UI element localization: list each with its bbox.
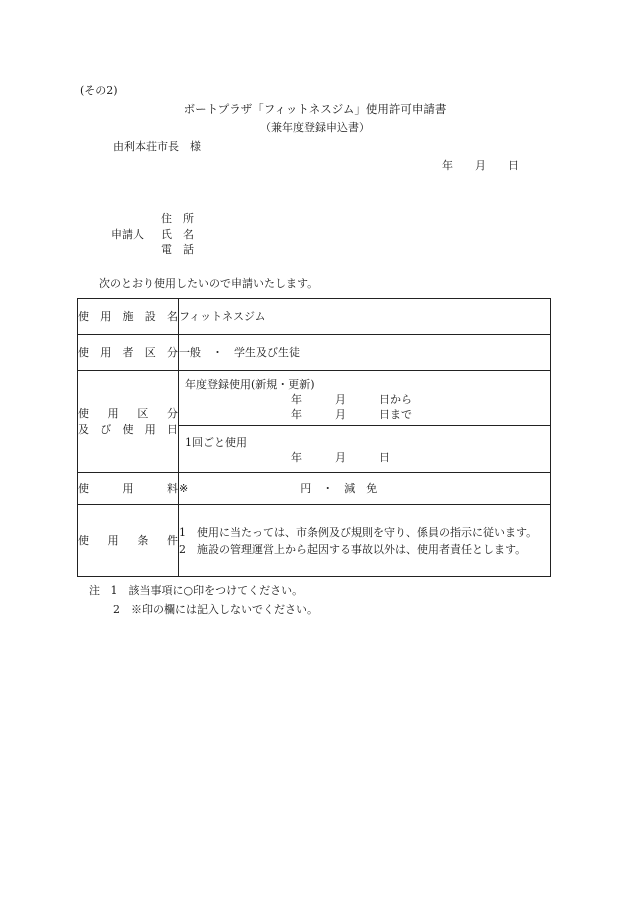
applicant-name-row: [111, 229, 194, 240]
usage-label-line2: 及び使用日: [78, 422, 178, 436]
condition-item: 2 施設の管理運営上から起因する事故以外は、使用者責任とします。: [179, 542, 527, 556]
applicant-name-label: 氏 名: [161, 228, 194, 241]
fee-row: [78, 473, 551, 505]
user-category-row: [78, 335, 551, 371]
note-item: 1 該当事項に○印をつけてください。: [110, 584, 304, 597]
single-usage-date: 年 月 日: [291, 451, 390, 464]
conditions-label: 使用条件: [78, 505, 179, 577]
annual-usage-from: 年 月 日から: [291, 393, 412, 406]
conditions-row: [78, 505, 551, 577]
fee-cell[interactable]: [179, 473, 551, 505]
fee-label: 使用料: [78, 473, 179, 505]
application-date: 年 月 日: [442, 159, 519, 172]
fee-value: 円 ・ 減 免: [300, 482, 378, 495]
condition-item: 1 使用に当たっては、市条例及び規則を守り、係員の指示に従います。: [179, 525, 538, 539]
intro-text: 次のとおり使用したいので申請いたします。: [99, 277, 319, 290]
annual-usage-cell[interactable]: [179, 371, 551, 426]
user-category-label: 使用者区分: [78, 335, 179, 371]
facility-value[interactable]: フィットネスジム: [179, 299, 551, 335]
note-item: 2 ※印の欄には記入しないでください。: [113, 603, 318, 616]
notes: [89, 581, 318, 619]
facility-label: 使用施設名: [78, 299, 179, 335]
applicant-label: 申請人: [111, 228, 144, 241]
annual-usage-title: 年度登録使用(新規・更新): [185, 378, 315, 391]
addressee: 由利本荘市長 様: [113, 140, 201, 153]
usage-annual-row: [78, 371, 551, 426]
usage-label: [78, 371, 179, 473]
single-usage-cell[interactable]: [179, 426, 551, 473]
conditions-list: [179, 505, 551, 577]
facility-row: [78, 299, 551, 335]
form-subtitle: （兼年度登録申込書）: [260, 121, 370, 134]
application-table: [77, 298, 551, 577]
user-category-value[interactable]: 一般 ・ 学生及び生徒: [179, 335, 551, 371]
form-title: ボートプラザ「フィットネスジム」使用許可申請書: [183, 102, 447, 116]
single-usage-title: 1回ごと使用: [185, 436, 247, 449]
office-use-mark: ※: [179, 482, 189, 495]
usage-label-line1: 使用区分: [78, 406, 178, 420]
applicant-address-label: 住 所: [161, 212, 194, 225]
annual-usage-to: 年 月 日まで: [291, 408, 412, 421]
form-number: (その2): [80, 84, 118, 97]
notes-prefix: 注: [89, 584, 100, 597]
applicant-phone-label: 電 話: [161, 243, 194, 256]
